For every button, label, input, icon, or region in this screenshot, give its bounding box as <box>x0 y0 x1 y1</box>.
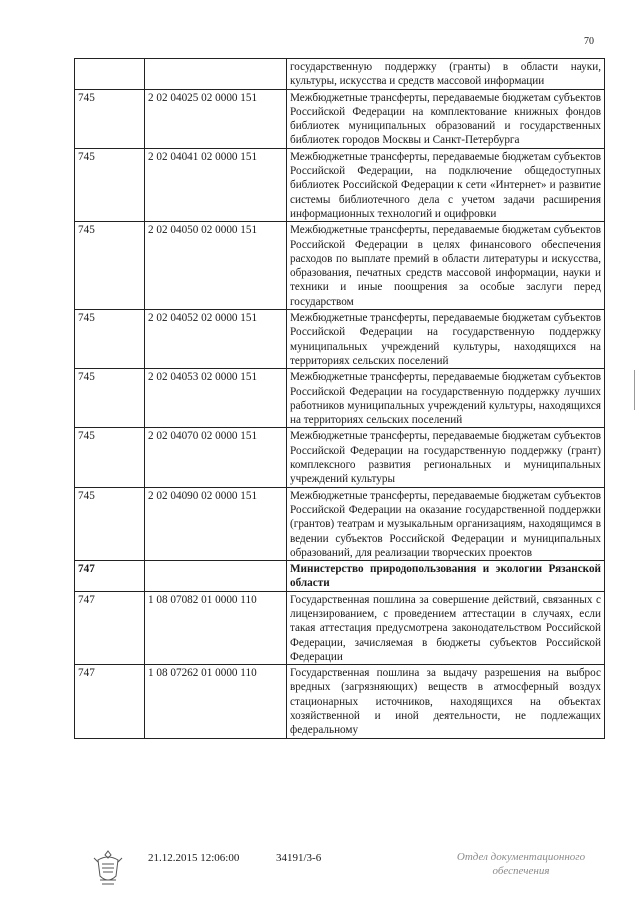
budget-codes-table <box>74 58 605 739</box>
admin-code-cell: 745 <box>75 310 145 369</box>
footer <box>0 852 640 892</box>
table-row <box>75 665 605 738</box>
description-cell: Межбюджетные трансферты, передаваемые бюджетам субъектов Российской Федерации в целях финансового обеспечения расходов по выплате премий в области литературы и искусства, образования, печатных средств массовой информации, науки и техники и иные поощрения за особые заслуги перед государством <box>287 222 605 310</box>
table-row <box>75 222 605 310</box>
kbk-code-cell <box>145 561 287 592</box>
table-row <box>75 59 605 90</box>
description-cell: Межбюджетные трансферты, передаваемые бюджетам субъектов Российской Федерации на государственную поддержку лучших работников муниципальных учреждений культуры, находящихся на территориях сельских поселений <box>287 369 605 428</box>
description-cell: Межбюджетные трансферты, передаваемые бюджетам субъектов Российской Федерации на государственную поддержку (грант) комплексного развития региональных и муниципальных учреждений культуры <box>287 428 605 487</box>
kbk-code-cell: 2 02 04025 02 0000 151 <box>145 89 287 148</box>
coat-of-arms-icon <box>88 848 128 890</box>
stamp-line-2: обеспечения <box>492 865 550 877</box>
footer-doc-number: 34191/3-6 <box>276 852 322 864</box>
kbk-code-cell: 1 08 07082 01 0000 110 <box>145 591 287 664</box>
admin-code-cell: 745 <box>75 89 145 148</box>
table-row <box>75 148 605 221</box>
kbk-code-cell: 2 02 04052 02 0000 151 <box>145 310 287 369</box>
description-cell: Министерство природопользования и экологии Рязанской области <box>287 561 605 592</box>
description-cell: Межбюджетные трансферты, передаваемые бюджетам субъектов Российской Федерации на оказание государственной поддержки (грантов) театрам и музыкальным организациям, находящимся в ведении субъектов Российской Федерации и муниципальных образований, для реализации творческих проектов <box>287 487 605 560</box>
description-cell: Межбюджетные трансферты, передаваемые бюджетам субъектов Российской Федерации на государственную поддержку муниципальных учреждений культуры, находящихся на территориях сельских поселений <box>287 310 605 369</box>
description-cell: Межбюджетные трансферты, передаваемые бюджетам субъектов Российской Федерации, на подключение общедоступных библиотек Российской Федерации к сети «Интернет» и развитие системы библиотечного дела с учетом задачи расширения информационных технологий и оцифровки <box>287 148 605 221</box>
admin-code-cell: 745 <box>75 369 145 428</box>
admin-code-cell: 745 <box>75 487 145 560</box>
table-row <box>75 89 605 148</box>
kbk-code-cell: 2 02 04090 02 0000 151 <box>145 487 287 560</box>
stamp-line-1: Отдел документационного <box>456 851 586 863</box>
table-row <box>75 487 605 560</box>
kbk-code-cell: 2 02 04070 02 0000 151 <box>145 428 287 487</box>
admin-code-cell: 745 <box>75 222 145 310</box>
admin-code-cell: 747 <box>75 665 145 738</box>
kbk-code-cell <box>145 59 287 90</box>
table-row <box>75 561 605 592</box>
admin-code-cell: 745 <box>75 148 145 221</box>
table-body <box>75 59 605 739</box>
kbk-code-cell: 2 02 04041 02 0000 151 <box>145 148 287 221</box>
kbk-code-cell: 2 02 04053 02 0000 151 <box>145 369 287 428</box>
table-row <box>75 369 605 428</box>
footer-datetime: 21.12.2015 12:06:00 <box>148 852 240 864</box>
page-number: 70 <box>584 36 594 47</box>
admin-code-cell: 745 <box>75 428 145 487</box>
scan-edge-mark <box>634 370 635 410</box>
table-row <box>75 591 605 664</box>
admin-code-cell <box>75 59 145 90</box>
admin-code-cell: 747 <box>75 561 145 592</box>
admin-code-cell: 747 <box>75 591 145 664</box>
description-cell: Государственная пошлина за выдачу разрешения на выброс вредных (загрязняющих) веществ в атмосферный воздух стационарных источников, находящихся на объектах хозяйственной и иной деятельности, не подлежащих федеральному <box>287 665 605 738</box>
description-cell: Межбюджетные трансферты, передаваемые бюджетам субъектов Российской Федерации на комплектование книжных фондов библиотек муниципальных образований и государственных библиотек городов Москвы и Санкт-Петербурга <box>287 89 605 148</box>
description-cell: Государственная пошлина за совершение действий, связанных с лицензированием, с проведением аттестации в случаях, если такая аттестация предусмотрена законодательством Российской Федерации, зачисляемая в бюджеты субъектов Российской Федерации <box>287 591 605 664</box>
kbk-code-cell: 1 08 07262 01 0000 110 <box>145 665 287 738</box>
kbk-code-cell: 2 02 04050 02 0000 151 <box>145 222 287 310</box>
table-row <box>75 428 605 487</box>
description-cell: государственную поддержку (гранты) в области науки, культуры, искусства и средств массовой информации <box>287 59 605 90</box>
department-stamp <box>446 850 596 878</box>
table-row <box>75 310 605 369</box>
